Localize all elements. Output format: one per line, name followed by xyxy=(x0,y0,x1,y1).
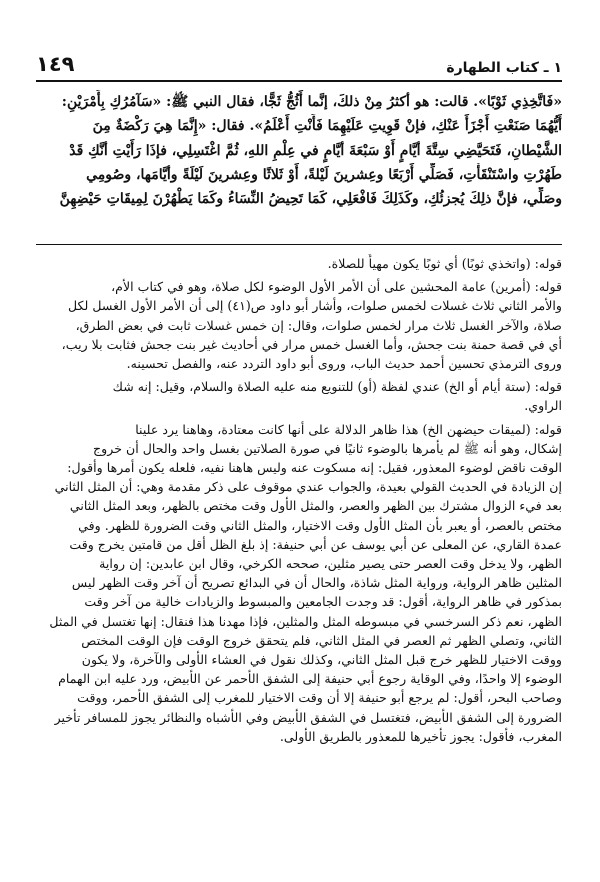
hadith-line: أَيُّهُمَا صَنَعْتِ أَجْزَأَ عَنْكِ، فإنْ قَوِيتِ عَلَيْهِمَا فَأَنْتِ أَعْلَمُ». فقال: «إِنَّمَا هِيَ رَكْضَةٌ مِنَ xyxy=(92,118,562,135)
commentary-line: الوقت ناقض لوضوء المعذور، فقيل: إنه مسكوت عنه وليس هاهنا نفيه، فلعله يكون أمرها وأقول: xyxy=(67,460,562,476)
commentary-line: مختص بالعصر، أو يعبر بأن المثل الأول وقت الاختيار، والمثل الثاني وقت الضرورة للظهر. وفي xyxy=(78,517,562,533)
commentary-line: قوله: (لميقات حيضهن الخ) هذا ظاهر الدلالة على أنها كانت معتادة، وهاهنا يرد علينا xyxy=(135,421,562,437)
commentary-line: عمدة القاري، عن المعلى عن أبي يوسف عن أبي حنيفة: إذ بلغ الظل أقل من قامتين يخرج وقت xyxy=(69,536,562,552)
commentary-line: الضرورة إلى الشفق الأبيض، فتغتسل في الشفق الأبيض وفي الأشباه والنظائر يجوز للمسافر تأخير xyxy=(54,709,562,725)
page-number: ١٤٩ xyxy=(36,52,75,76)
commentary-line: وصاحب البحر، أقول: لم يرجع أبو حنيفة إلا أن وقت الاختيار للمغرب إلى الشفق الأحمر، ووقت xyxy=(77,690,562,706)
commentary-line: بعد فيء الزوال مشترك بين الظهر والعصر، والمثل الأول وقت مختص بالظهر، وبعد المثل الثاني xyxy=(69,498,562,514)
commentary-line: قوله: (واتخذي ثوبًا) أي ثوبًا يكون مهيأً للصلاة. xyxy=(327,256,562,271)
commentary-paragraph xyxy=(36,377,562,415)
commentary-line: المغرب، فأقول: يجوز تأخيرها للمعذور بالطريق الأولى. xyxy=(279,728,562,744)
commentary-line: ووقت الاختيار للظهر خرج قبل المثل الثاني، وكذلك نقول في العشاء الأولى والآخرة، ولا يكون xyxy=(81,652,562,668)
commentary-line: إن الزيادة في الحديث القولي بعيدة، والجواب عندي موقوف على ذكر مقدمة وهي: أن المثل الثاني xyxy=(54,479,562,495)
hadith-line: الشَّيْطانِ، فَتَحَيَّضِي سِتَّةَ أيَّامٍ أَوْ سَبْعَةَ أيَّامٍ في عِلْمِ اللهِ، ثُمَّ اغْتَسِلِي، فإذَا رَأَيْتِ أنَّكِ قَدْ xyxy=(69,142,562,159)
commentary-paragraph xyxy=(36,254,562,273)
hadith-line: وصَلِّي، فإنَّ ذلِكَ يُجزئُكِ، وكَذَلِكَ فَافْعَلِي، كَمَا تَحِيضُ النِّسَاءُ وكَمَا يَطْهُرْنَ لِمِيقَاتِ حَيْضِهِنَّ xyxy=(59,191,562,208)
commentary-line: الظهر، نعم ذكر السرخسي في مبسوطه المثل والمثلين، فإذا مهدنا هذا فنقال: إنها تغتسل في المثل xyxy=(49,613,562,629)
commentary-line: الوضوء إلا واحدًا، وفي الوقاية رجوع أبي حنيفة إلى الشفق الأحمر عن الأبيض، ورد عليه ابن الهمام xyxy=(58,671,562,687)
commentary-paragraph xyxy=(36,277,562,373)
commentary-line: بمذكور في ظاهر الرواية، أقول: قد وجدت الجامعين والمبسوط والزيادات خالية من آخر وقت xyxy=(84,594,562,610)
hadith-line: «فَاتَّخِذِي ثَوْبًا». قالت: هو أكثرُ مِنْ ذلكَ، إنَّما أَثُجُّ ثَجًّا، فقال النبي ﷺ: «سَآمُرُكِ بِأَمْرَيْنِ: xyxy=(61,94,562,110)
chapter-title: ١ ـ كتاب الطهارة xyxy=(446,60,562,76)
commentary-line: أي في قصة حمنة بنت جحش، وأما الغسل خمس مرار في أحاديث غير بنت جحش فثابت بلا ريب، xyxy=(61,336,562,352)
commentary-line: قوله: (ستة أيام أو الخ) عندي لفظة (أو) للتنويع منه عليه الصلاة والسلام، وقيل: إنه شك xyxy=(112,379,562,395)
hadith-text xyxy=(34,90,562,236)
header-rule xyxy=(36,80,562,82)
commentary-line: الثاني، وتصلي الظهر ثم العصر في المثل الثاني، فلم يتحقق خروج الوقت فإن الوقت المختص xyxy=(81,632,562,648)
commentary-line: المثلين ظاهر الرواية، ورواية المثل شاذة، والحال أن في البدائع تصريح أن آخر وقت الظهر ليس xyxy=(71,575,562,591)
commentary-line: والأمر الثاني ثلاث غسلات لخمس صلوات، وأشار أبو داود ص(٤١) إلى أن الأمر الأول الغسل لكل xyxy=(68,298,562,314)
commentary-line: إشكال، وهو أنه ﷺ لم يأمرها بالوضوء ثانيًا في صورة الصلاتين بغسل واحد والحال أن خروج xyxy=(93,440,562,456)
section-divider xyxy=(36,244,562,245)
hadith-line: طَهُرْتِ واسْتَنْقَأْتِ، فَصَلِّي أَرْبَعًا وعِشرينَ لَيْلةً، أَوْ ثَلاثًا وعِشرينَ لَيْلَةً وأيَّامَها، وصُومِي xyxy=(86,166,562,183)
commentary-line: الظهر، ولا يدخل وقت العصر حتى يصير مثلين، صححه الكرخي، وقال ابن عابدين: إن رواية xyxy=(99,556,562,572)
commentary-line: وروى الترمذي تحسين أحمد حديث الباب، وروى أبو داود التردد عنه، والفصل تحسينه. xyxy=(126,356,562,372)
commentary xyxy=(36,254,562,750)
commentary-line: قوله: (أمرين) عامة المحشين على أن الأمر الأول الوضوء لكل صلاة، وهو في كتاب الأم، xyxy=(111,279,562,295)
commentary-paragraph xyxy=(36,420,562,746)
commentary-line: صلاة، والآخر الغسل ثلاث مرار لخمس صلوات، وقال: إن خمس غسلات ثابت في بعض الطرق، xyxy=(75,317,562,333)
commentary-line: الراوي. xyxy=(524,398,562,414)
page-header xyxy=(36,40,562,76)
